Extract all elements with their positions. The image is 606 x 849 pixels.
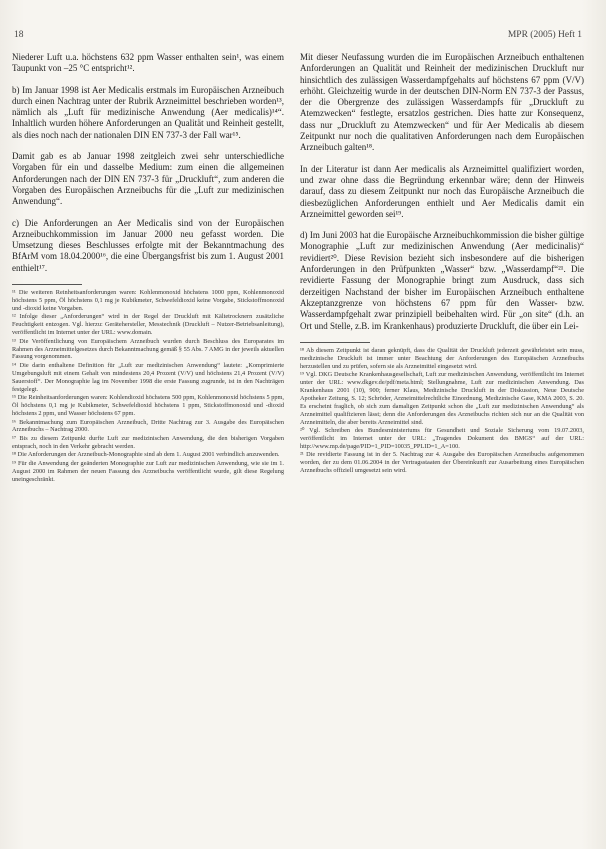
body-paragraph: In der Literatur ist dann Aer medicalis als Arzneimittel qualifiziert worden, und zwar ohne dass die Begründung erkennbar wäre; denn der Hinweis darauf, dass zu diesem Zeitpunkt nur noch das Europäische Arzneibuch die diesbezüglichen Anforderungen enthielt und Aer Medicalis damit ein Arzneimittel geworden sei¹⁹. bbox=[300, 163, 584, 219]
body-paragraph: d) Im Juni 2003 hat die Europäische Arzneibuchkommission die bisher gültige Monographie „Luft zur medizinischen Anwendung (Aer medicinalis)“ revidiert²⁰. Diese Revision bezieht sich insbesondere auf die bisherigen Anforderungen in den Prüfpunkten „Wasser“ bzw. „Wasserdampf“²¹. Die revidierte Fassung der Monographie bringt zum Ausdruck, dass sich derzeitigen Nachstand der bisher im Europäischen Arzneibuch enthaltene Akzeptanzgrenze von höchstens 67 ppm für den Wasser- bzw. Wasserdampfgehalt zwar prinzipiell beibehalten wird. Für „on site“ (d.h. an Ort und Stelle, z.B. im Krankenhaus) produzierte Druckluft, die über ein Lei- bbox=[300, 230, 584, 331]
body-paragraph: c) Die Anforderungen an Aer Medicalis sind von der Europäischen Arzneibuchkommission im Januar 2000 neu gefasst worden. Die Umsetzung dieses Beschlusses erfolgte mit der Bekanntmachung des BfArM vom 18.04.2000¹⁶, die eine Übergangsfrist bis zum 1. August 2001 enthielt¹⁷. bbox=[12, 217, 284, 273]
footnote: ¹⁴ Die darin enthaltene Definition für „Luft zur medizinischen Anwendung“ lautete: „Komprimierte Umgebungsluft mit einem Gehalt von mindestens 20,4 Prozent (V/V) und höchstens 21,4 Prozent (V/V) Sauerstoff“. Der Monographie lag im November 1998 die erste Fassung zugrunde, ist in den Nachträgen festgelegt. bbox=[12, 361, 284, 393]
footnote: ¹⁷ Bis zu diesem Zeitpunkt durfte Luft zur medizinischen Anwendung, die den bisherigen Vorgaben entsprach, noch in den Verkehr gebracht werden. bbox=[12, 434, 284, 450]
page-number: 18 bbox=[14, 30, 24, 40]
footnote: ²¹ Die revidierte Fassung ist in der 5. Nachtrag zur 4. Ausgabe des Europäischen Arzneibuchs aufgenommen worden, der zu dem 01.06.2004 in der Vertragsstaaten der Übereinkunft zur Ausarbeitung eines Europäischen Arzneibuchs offiziell umgesetzt sein wird. bbox=[300, 451, 584, 475]
footnote: ¹⁸ Die Anforderungen der Arzneibuch-Monographie sind ab dem 1. August 2001 verbindlich anzuwenden. bbox=[12, 451, 280, 459]
footnote: ¹⁹ Für die Anwendung der geänderten Monographie zur Luft zur medizinischen Anwendung, wie sie im 1. August 2000 im Rahmen der neuen Fassung des Arzneibuchs veröffentlicht wurde, gilt diese Regelung uneingeschränkt. bbox=[12, 459, 284, 483]
footnote: ¹⁹ Vgl. DKG Deutsche Krankenhausgesellschaft, Luft zur medizinischen Anwendung, veröffentlicht im Internet unter der URL: www.dkgev.de/pdf/meta.html; Stellungnahme, Luft zur medizinischen Anwendung. Das Krankenhaus 2001 (10), 900; ferner Klaus, Medizinische Druckluft in der Diskussion, Neue Deutsche Apotheker Zeitung, S. 12; Schröder, Arzneimittelrechtliche Einordnung, Medizinische Gase, KMA 2003, S. 20. Es erscheint fraglich, ob sich zum damaligen Zeitpunkt schon die „Luft zur medizinischen Anwendung“ als Arzneimittel qualifizieren lässt; denn die Anforderungen des Arzneibuchs richten sich nur an die Qualität von Arzneimitteln, die aber bereits Arzneimittel sind. bbox=[300, 371, 584, 426]
right-footnotes bbox=[300, 347, 584, 475]
footnote: ¹³ Die Veröffentlichung von Europäischem Arzneibuch wurden durch Beschluss des Europarates im Rahmen des Arzneimittelgesetzes durch Bekanntmachung gemäß § 55 Abs. 7 AMG in der jeweils aktuellen Fassung vorgenommen. bbox=[12, 337, 284, 361]
footnote: ¹⁸ Ab diesem Zeitpunkt ist daran geknüpft, dass die Qualität der Druckluft jederzeit gewährleistet sein muss, medizinische Druckluft ist immer unter Beachtung der Anforderungen des Europäischen Arzneibuchs herzustellen und zu prüfen, sofern sie als Arzneimittel eingesetzt wird. bbox=[300, 346, 584, 370]
footnote-rule bbox=[300, 342, 370, 343]
left-footnotes bbox=[12, 289, 284, 484]
right-column bbox=[300, 52, 584, 476]
body-paragraph: Mit dieser Neufassung wurden die im Europäischen Arzneibuch enthaltenen Anforderungen an Qualität und Reinheit der medizinischen Druckluft nur hinsichtlich des zulässigen Wasserdampfgehalts auf höchstens 67 ppm (V/V) erhöht. Gleichzeitig wurde in der deutschen DIN-Norm EN 737-3 der Passus, der die Obergrenze des zulässigen Wasserdampfs für „Druckluft zu Atemzwecken“ festlegte, ersatzlos gestrichen. Dies hatte zur Konsequenz, dass nur „Druckluft zu Atemzwecken“ und für Aer Medicalis ab diesem Zeitpunkt nur noch die qualitativen Anforderungen nach dem Europäischen Arzneibuch galten¹⁸. bbox=[300, 52, 584, 153]
footnote: ²⁰ Vgl. Schreiben des Bundesministeriums für Gesundheit und Soziale Sicherung vom 19.07.2003, veröffentlicht im Internet unter der URL: „Tragendes Dokument des BMGS“ auf der URL: http://www.mp.de/page/PID=1_PID=10035_PPLID=1_A=100. bbox=[300, 427, 584, 450]
page-header bbox=[14, 30, 582, 46]
body-paragraph: Damit gab es ab Januar 1998 zeitgleich zwei sehr unterschiedliche Vorgaben für ein und dasselbe Medium: zum einen die allgemeinen Anforderungen nach der DIN EN 737-3 für „Druckluft“, zum anderen die Vorgaben des Europäischen Arzneibuchs für die „Luft zur medizinischen Anwendung“. bbox=[12, 151, 284, 207]
footnote: ¹⁶ Bekanntmachung zum Europäischen Arzneibuch, Dritte Nachtrag zur 3. Ausgabe des Europäischen Arzneibuchs – Nachtrag 2000. bbox=[12, 418, 284, 434]
footnote: ¹⁵ Die Reinheitsanforderungen waren: Kohlendioxid höchstens 500 ppm, Kohlenmonoxid höchstens 5 ppm, Öl höchstens 0,1 mg je Kubikmeter, Schwefeldioxid höchstens 1 ppm, Stickstoffmonoxid und -dioxid höchstens 2 ppm, und Wasser höchstens 67 ppm. bbox=[12, 394, 284, 418]
journal-citation: MPR (2005) Heft 1 bbox=[507, 30, 582, 40]
footnote: ¹¹ Die weiteren Reinheitsanforderungen waren: Kohlenmonoxid höchstens 1000 ppm, Kohlenmonoxid höchstens 5 ppm, Öl höchstens 0,1 mg je Kubikmeter, Schwefeldioxid keine Vorgabe, Stickstoffmonoxid und -dioxid keine Vorgaben. bbox=[12, 289, 284, 312]
body-paragraph: b) Im Januar 1998 ist Aer Medicalis erstmals im Europäischen Arzneibuch durch einen Nachtrag unter der Rubrik Arzneimittel beschrieben worden¹³, nämlich als „Luft für medizinische Anwendung (Aer medicalis)¹⁴“. Inhaltlich wurden höhere Anforderungen an Qualität und Reinheit gestellt, als dies noch nach der nationalen DIN EN 737-3 der Fall war¹⁵. bbox=[12, 84, 284, 140]
footnote: ¹² Infolge dieser „Anforderungen“ wird in der Regel der Druckluft mit Kältetrocknern zusätzliche Feuchtigkeit entzogen. Vgl. hierzu: Gerätehersteller, Messtechnik (Druckluft – Nutzer-Betriebsanleitung), veröffentlicht im Internet unter der URL: www.domain. bbox=[12, 313, 284, 337]
footnote-rule bbox=[12, 284, 82, 285]
left-column bbox=[12, 52, 284, 484]
body-paragraph: Niederer Luft u.a. höchstens 632 ppm Wasser enthalten sein¹, was einem Taupunkt von –25 °C entspricht¹². bbox=[12, 52, 284, 74]
